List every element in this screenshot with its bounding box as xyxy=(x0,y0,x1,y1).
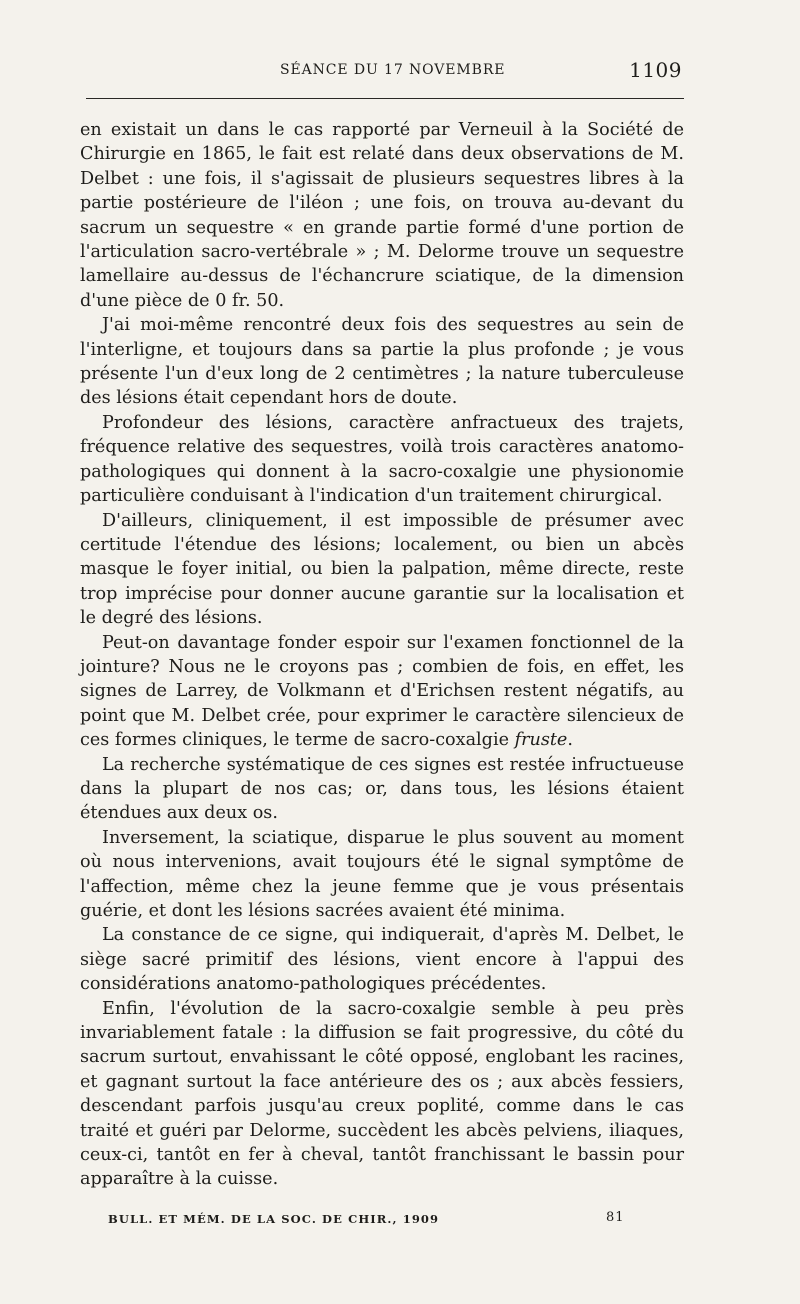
footer-signature: 81 xyxy=(606,1210,625,1225)
page-footer xyxy=(108,1212,628,1232)
paragraph-7: Inversement, la sciatique, disparue le plus souvent au moment où nous intervenions, avait toujours été le signal symptôme de l'affection, même chez la jeune femme que je vous présentais guérie, et dont les lésions sacrées avaient été minima. xyxy=(80,827,684,921)
running-title: SÉANCE DU 17 NOVEMBRE xyxy=(280,62,506,78)
paragraph-5-text: Peut-on davantage fonder espoir sur l'examen fonctionnel de la jointure? Nous ne le croyons pas ; combien de fois, en effet, les signes de Larrey, de Volkmann et d'Erichsen restent négatifs, au point que M. Delbet crée, pour exprimer le caractère silencieux de ces formes cliniques, le terme de sacro-coxalgie xyxy=(80,632,684,751)
paragraph-6: La recherche systématique de ces signes est restée infructueuse dans la plupart de nos cas; or, dans tous, les lésions étaient étendues aux deux os. xyxy=(80,754,684,824)
paragraph-2: J'ai moi-même rencontré deux fois des sequestres au sein de l'interligne, et toujours dans sa partie la plus profonde ; je vous présente l'un d'eux long de 2 centimètres ; la nature tuberculeuse des lésions était cependant hors de doute. xyxy=(80,315,684,409)
paragraph-1: en existait un dans le cas rapporté par Verneuil à la Société de Chirurgie en 1865, le fait est relaté dans deux observations de M. Delbet : une fois, il s'agissait de plusieurs sequestres libres à la partie postérieure de l'iléon ; une fois, on trouva au-devant du sacrum un sequestre « en grande partie formé d'une portion de l'articulation sacro-vertébrale » ; M. Delorme trouve un sequestre lamellaire au-dessus de l'échancrure sciatique, de la dimension d'une pièce de 0 fr. 50. xyxy=(80,120,684,311)
paragraph-9: Enfin, l'évolution de la sacro-coxalgie semble à peu près invariablement fatale : la diffusion se fait progressive, du côté du sacrum surtout, envahissant le côté opposé, englobant les racines, et gagnant surtout la face antérieure des os ; aux abcès fessiers, descendant parfois jusqu'au creux poplité, comme dans le cas traité et guéri par Delorme, succèdent les abcès pelviens, iliaques, ceux-ci, tantôt en fer à cheval, tantôt franchissant le bassin pour apparaître à la cuisse. xyxy=(80,998,684,1190)
paragraph-5-end: . xyxy=(567,730,573,751)
paragraph-5 xyxy=(80,631,684,753)
paragraph-3: Profondeur des lésions, caractère anfractueux des trajets, fréquence relative des sequestres, voilà trois caractères anatomo-pathologiques qui donnent à la sacro-coxalgie une physionomie particulière conduisant à l'indication d'un traitement chirurgical. xyxy=(80,412,684,507)
paragraph-5-italic-term: fruste xyxy=(514,730,568,751)
page-header xyxy=(80,58,684,86)
paragraph-8: La constance de ce signe, qui indiquerait, d'après M. Delbet, le siège sacré primitif des lésions, vient encore à l'appui des considérations anatomo-pathologiques précédentes. xyxy=(80,925,684,995)
footer-journal: BULL. ET MÉM. DE LA SOC. DE CHIR., 1909 xyxy=(108,1212,440,1226)
header-rule xyxy=(86,98,684,99)
paragraph-4: D'ailleurs, cliniquement, il est impossible de présumer avec certitude l'étendue des lésions; localement, ou bien un abcès masque le foyer initial, ou bien la palpation, même directe, reste trop imprécise pour donner aucune garantie sur la localisation et le degré des lésions. xyxy=(80,510,684,629)
body-text xyxy=(80,118,684,1192)
page-number: 1109 xyxy=(629,58,682,82)
